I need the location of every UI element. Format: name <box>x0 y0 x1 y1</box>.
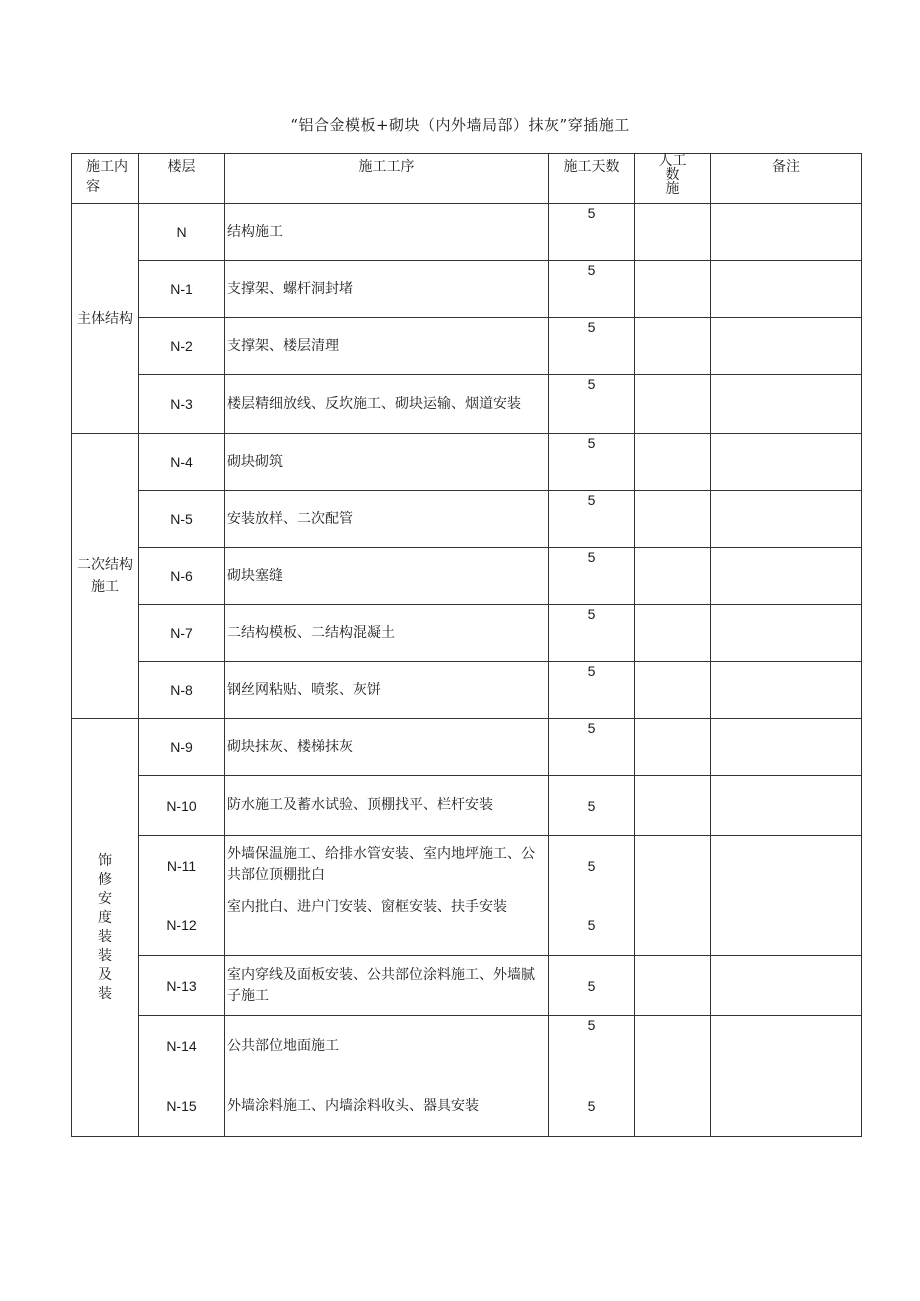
table-row <box>72 491 862 548</box>
days-cell: 5 <box>549 434 635 491</box>
process-cell: 公共部位地面施工 外墙涂料施工、内墙涂料收头、器具安装 <box>225 1016 549 1137</box>
process-cell: 二结构模板、二结构混凝土 <box>225 605 549 662</box>
table-row <box>72 261 862 318</box>
remark-cell <box>711 375 862 434</box>
floor-cell: N-9 <box>139 719 225 776</box>
table-header-row <box>72 154 862 204</box>
floor-cell: N <box>139 204 225 261</box>
process-cell: 楼层精细放线、反坎施工、砌块运输、烟道安装 <box>225 375 549 434</box>
header-floor: 楼层 <box>139 154 225 204</box>
process-cell: 外墙保温施工、给排水管安装、室内地坪施工、公共部位顶棚批白 室内批白、进户门安装、窗框安装、扶手安装 <box>225 836 549 956</box>
days-cell: 5 <box>549 605 635 662</box>
days-cell: 5 <box>549 318 635 375</box>
table-row <box>72 375 862 434</box>
people-cell <box>635 1016 711 1137</box>
remark-cell <box>711 956 862 1016</box>
remark-cell <box>711 605 862 662</box>
remark-cell <box>711 836 862 956</box>
people-cell <box>635 605 711 662</box>
days-cell: 5 5 <box>549 1016 635 1137</box>
table-row <box>72 1016 862 1137</box>
people-cell <box>635 318 711 375</box>
floor-cell: N-2 <box>139 318 225 375</box>
page-title: “铝合金模板+砌块（内外墙局部）抹灰”穿插施工 <box>290 116 630 134</box>
floor-cell: N-13 <box>139 956 225 1016</box>
table-row <box>72 605 862 662</box>
header-days: 施工天数 <box>549 154 635 204</box>
table-row <box>72 836 862 956</box>
process-cell: 砌块抹灰、楼梯抹灰 <box>225 719 549 776</box>
table-row <box>72 719 862 776</box>
days-cell: 5 <box>549 719 635 776</box>
people-cell <box>635 836 711 956</box>
days-cell: 5 <box>549 491 635 548</box>
header-content: 施工内容 <box>72 154 139 204</box>
floor-cell: N-11 N-12 <box>139 836 225 956</box>
table-row <box>72 548 862 605</box>
header-remark: 备注 <box>711 154 862 204</box>
remark-cell <box>711 491 862 548</box>
group-decoration <box>72 719 139 1137</box>
remark-cell <box>711 662 862 719</box>
floor-cell: N-4 <box>139 434 225 491</box>
days-cell: 5 <box>549 662 635 719</box>
floor-cell: N-7 <box>139 605 225 662</box>
people-cell <box>635 776 711 836</box>
days-cell: 5 5 <box>549 836 635 956</box>
days-cell: 5 <box>549 956 635 1016</box>
people-cell <box>635 491 711 548</box>
days-cell: 5 <box>549 548 635 605</box>
floor-cell: N-10 <box>139 776 225 836</box>
table-row <box>72 662 862 719</box>
remark-cell <box>711 776 862 836</box>
table-row <box>72 956 862 1016</box>
floor-cell: N-14 N-15 <box>139 1016 225 1137</box>
people-cell <box>635 204 711 261</box>
process-cell: 支撑架、螺杆洞封堵 <box>225 261 549 318</box>
floor-cell: N-6 <box>139 548 225 605</box>
floor-cell: N-1 <box>139 261 225 318</box>
people-cell <box>635 375 711 434</box>
process-cell: 钢丝网粘贴、喷浆、灰饼 <box>225 662 549 719</box>
remark-cell <box>711 1016 862 1137</box>
remark-cell <box>711 318 862 375</box>
remark-cell <box>711 261 862 318</box>
days-cell: 5 <box>549 776 635 836</box>
remark-cell <box>711 434 862 491</box>
people-cell <box>635 956 711 1016</box>
people-cell <box>635 662 711 719</box>
floor-cell: N-5 <box>139 491 225 548</box>
group-secondary-structure: 二次结构施工 <box>72 434 139 719</box>
header-people: 人工 数 施 <box>635 154 711 204</box>
process-cell: 安装放样、二次配管 <box>225 491 549 548</box>
construction-schedule-table <box>71 153 862 1137</box>
floor-cell: N-3 <box>139 375 225 434</box>
table-row <box>72 318 862 375</box>
people-cell <box>635 261 711 318</box>
table-row <box>72 776 862 836</box>
process-cell: 结构施工 <box>225 204 549 261</box>
table-row <box>72 204 862 261</box>
process-cell: 室内穿线及面板安装、公共部位涂料施工、外墙腻子施工 <box>225 956 549 1016</box>
process-cell: 支撑架、楼层清理 <box>225 318 549 375</box>
people-cell <box>635 434 711 491</box>
remark-cell <box>711 204 862 261</box>
remark-cell <box>711 548 862 605</box>
days-cell: 5 <box>549 375 635 434</box>
process-cell: 砌块砌筑 <box>225 434 549 491</box>
people-cell <box>635 548 711 605</box>
days-cell: 5 <box>549 261 635 318</box>
header-process: 施工工序 <box>225 154 549 204</box>
table-row <box>72 434 862 491</box>
remark-cell <box>711 719 862 776</box>
process-cell: 防水施工及蓄水试验、顶棚找平、栏杆安装 <box>225 776 549 836</box>
process-cell: 砌块塞缝 <box>225 548 549 605</box>
group-main-structure: 主体结构 <box>72 204 139 434</box>
days-cell: 5 <box>549 204 635 261</box>
group-decoration-label: 饰修安度装装及装 <box>98 852 112 1002</box>
floor-cell: N-8 <box>139 662 225 719</box>
people-cell <box>635 719 711 776</box>
